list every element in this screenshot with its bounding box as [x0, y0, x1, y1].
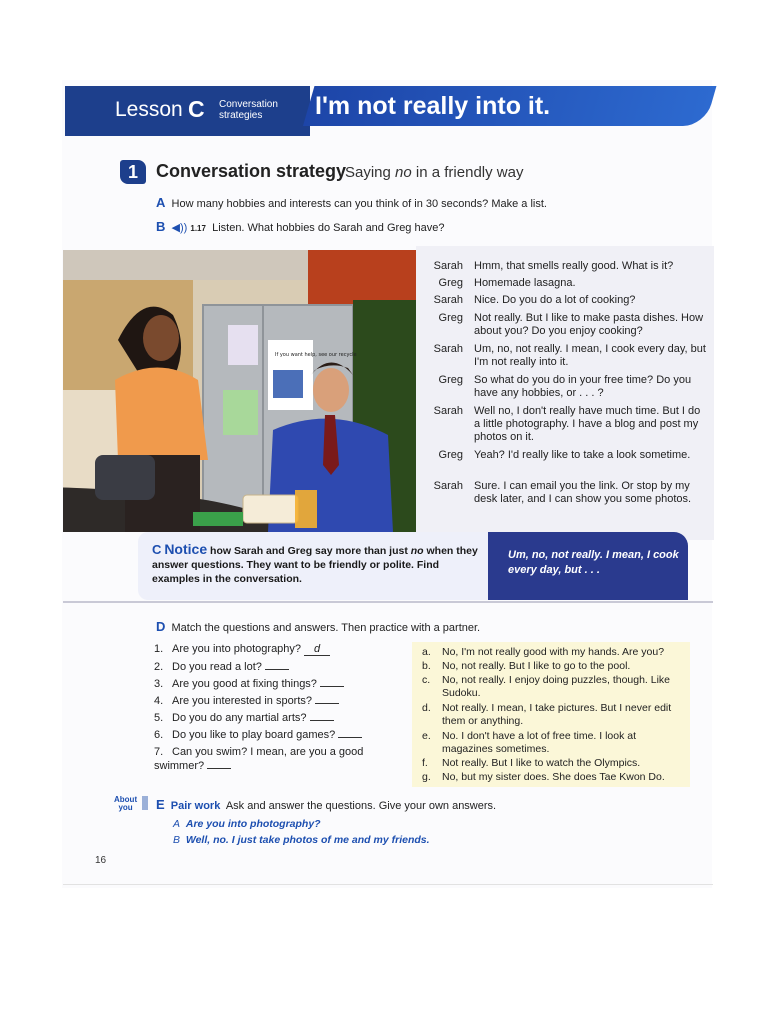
line-text: Not really. But I like to make pasta dishes. How about you? Do you enjoy cooking?	[474, 312, 704, 337]
speaker-name: Greg	[438, 312, 463, 324]
answer-text: No, but my sister does. She does Tae Kwon Do.	[442, 771, 665, 783]
question-number: 4.	[154, 695, 164, 707]
speaker-name: Sarah	[433, 343, 463, 355]
question-item	[154, 745, 384, 773]
answer-blank[interactable]	[320, 677, 344, 687]
question-number: 7.	[154, 746, 164, 758]
strategy-label-line2: strategies	[219, 110, 263, 121]
notice-box	[138, 532, 488, 600]
question-item	[154, 711, 334, 724]
question-text: Can you swim? I mean, are you a good swimmer?	[154, 746, 364, 772]
line-text: Um, no, not really. I mean, I cook every day, but I'm not really into it.	[474, 343, 706, 368]
question-text: Are you into photography?	[172, 643, 302, 655]
speaker-name: Sarah	[433, 480, 463, 492]
line-text: Hmm, that smells really good. What is it?	[474, 260, 674, 272]
audio-icon[interactable]: ◀))	[171, 222, 188, 234]
fridge-note-text: If you want help, see our recycle	[275, 352, 357, 358]
task-e-label: Pair work	[170, 800, 221, 812]
question-number: 2.	[154, 661, 164, 673]
lesson-word: Lesson	[115, 98, 183, 121]
speaker-name: Greg	[438, 449, 463, 461]
question-text: Do you do any martial arts?	[172, 712, 307, 724]
example-a-speaker: A	[173, 818, 181, 830]
example-b	[173, 834, 430, 846]
answer-blank[interactable]: d	[304, 643, 330, 656]
about-you-label	[114, 796, 137, 812]
notice-text-after: when they answer questions. They want to be friendly or polite. Find examples in the conversation.	[152, 545, 478, 585]
task-e-letter: E	[156, 797, 165, 812]
speaker-name: Sarah	[433, 294, 463, 306]
answer-letter: d.	[422, 702, 431, 714]
kitchen-photo	[63, 250, 420, 532]
page-number: 16	[95, 855, 107, 866]
task-a	[156, 195, 547, 210]
lesson-banner	[65, 86, 705, 136]
task-b-letter: B	[156, 219, 166, 234]
answer-letter: e.	[422, 730, 431, 742]
speaker-name: Greg	[438, 374, 463, 386]
question-number: 6.	[154, 729, 164, 741]
example-a-text: Are you into photography?	[185, 818, 321, 830]
answers-panel	[412, 642, 690, 787]
task-e	[156, 797, 496, 812]
notice-text	[152, 542, 482, 586]
section-divider	[63, 601, 713, 603]
subtitle-after: in a friendly way	[415, 164, 524, 181]
line-text: Yeah? I'd really like to take a look sometime.	[474, 449, 691, 461]
question-number: 3.	[154, 678, 164, 690]
subtitle-before: Saying	[345, 164, 391, 181]
notice-text-before: how Sarah and Greg say more than just	[210, 545, 408, 557]
notice-no: no	[410, 545, 424, 557]
answer-text: Not really. I mean, I take pictures. But I never edit them or anything.	[442, 702, 672, 727]
question-text: Are you interested in sports?	[172, 695, 313, 707]
answer-text: No, I'm not really good with my hands. Are you?	[442, 646, 665, 658]
line-text: Nice. Do you do a lot of cooking?	[474, 294, 636, 306]
question-number: 5.	[154, 712, 164, 724]
question-item	[154, 728, 362, 741]
answer-blank[interactable]	[265, 660, 289, 670]
answer-letter: c.	[422, 674, 431, 686]
section-subtitle	[345, 164, 523, 181]
section-title: Conversation strategy	[156, 161, 347, 181]
notice-example-box	[488, 532, 688, 600]
question-number: 1.	[154, 643, 164, 655]
answer-blank[interactable]	[310, 711, 334, 721]
bottom-rule	[63, 884, 713, 885]
answer-blank[interactable]	[315, 694, 339, 704]
question-text: Do you read a lot?	[172, 661, 262, 673]
lesson-title: I'm not really into it.	[315, 92, 551, 120]
conversation-panel	[416, 246, 714, 540]
line-text: Sure. I can email you the link. Or stop by my desk later, and I can show you some photos.	[474, 480, 692, 505]
answer-letter: b.	[422, 660, 431, 672]
question-item	[154, 660, 289, 673]
answer-text: No, not really. But I like to go to the pool.	[442, 660, 631, 672]
about-line2: you	[118, 803, 133, 812]
answer-text: No, not really. I enjoy doing puzzles, though. Like Sudoku.	[442, 674, 671, 699]
answer-letter: f.	[422, 757, 428, 769]
speaker-name: Greg	[438, 277, 463, 289]
answer-text: No. I don't have a lot of free time. I look at magazines sometimes.	[442, 730, 637, 755]
question-text: Are you good at fixing things?	[172, 678, 317, 690]
notice-letter: C	[152, 542, 162, 557]
strategy-label-line1: Conversation	[219, 99, 278, 110]
task-b	[156, 219, 444, 234]
section-number-badge: 1	[120, 160, 146, 184]
task-d-letter: D	[156, 619, 166, 634]
notice-word: Notice	[164, 541, 208, 557]
example-b-text: Well, no. I just take photos of me and my friends.	[185, 834, 430, 846]
task-d	[156, 619, 480, 634]
about-line1: About	[114, 795, 138, 804]
answer-text: Not really. But I like to watch the Olympics.	[442, 757, 641, 769]
example-a	[173, 818, 321, 830]
speaker-name: Sarah	[433, 260, 463, 272]
line-text: Homemade lasagna.	[474, 277, 576, 289]
line-text: So what do you do in your free time? Do you have any hobbies, or . . . ?	[474, 374, 692, 399]
task-e-text: Ask and answer the questions. Give your own answers.	[225, 800, 497, 812]
task-a-text: How many hobbies and interests can you think of in 30 seconds? Make a list.	[171, 198, 547, 210]
task-b-text: Listen. What hobbies do Sarah and Greg have?	[212, 222, 445, 234]
question-item	[154, 677, 344, 690]
question-item	[154, 643, 330, 656]
about-you-bar	[142, 796, 148, 810]
answer-letter: g.	[422, 771, 431, 783]
subtitle-italic: no	[395, 164, 412, 181]
notice-example: Um, no, not really. I mean, I cook every day, but . . .	[508, 549, 679, 576]
lesson-letter: C	[188, 96, 205, 122]
task-d-text: Match the questions and answers. Then practice with a partner.	[171, 622, 481, 634]
question-item	[154, 694, 339, 707]
answer-letter: a.	[422, 646, 431, 658]
task-a-letter: A	[156, 195, 166, 210]
track-number: 1.17	[190, 224, 206, 233]
line-text: Well no, I don't really have much time. But I do a little photography. I have a blog and post my photos on it.	[474, 405, 701, 443]
answer-blank[interactable]	[338, 728, 362, 738]
speaker-name: Sarah	[433, 405, 463, 417]
example-b-speaker: B	[173, 834, 181, 846]
question-text: Do you like to play board games?	[172, 729, 336, 741]
answer-blank[interactable]	[207, 759, 231, 769]
